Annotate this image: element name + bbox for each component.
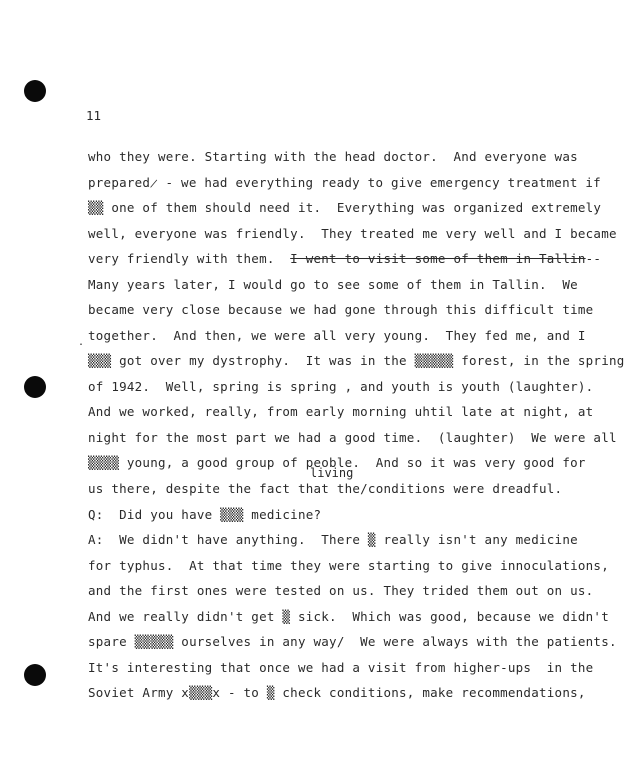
text-line: Many years later, I would go to see some of them in Tallin. We [88, 277, 578, 292]
text-line-start: very friendly with them. [88, 251, 291, 266]
text-line: for typhus. At that time they were starting to give innoculations, [88, 558, 609, 573]
punch-hole-middle [24, 376, 46, 398]
text-line: ▒▒▒▒ young, a good group of peoble. And so it was very good for [88, 455, 586, 470]
text-line: together. And then, we were all very young. They fed me, and I [88, 328, 586, 343]
punch-hole-bottom [24, 664, 46, 686]
text-line: well, everyone was friendly. They treated me very well and I became [88, 226, 617, 241]
text-line: us there, despite the fact that the/conditions were dreadful. [88, 481, 563, 496]
text-line: It's interesting that once we had a visit from higher-ups in the [88, 660, 594, 675]
text-line: and the first ones were tested on us. They trided them out on us. [88, 583, 594, 598]
text-line: of 1942. Well, spring is spring , and youth is youth (laughter). [88, 379, 594, 394]
text-line [88, 252, 601, 266]
text-line: ▒▒ one of them should need it. Everything was organized extremely [88, 200, 602, 215]
page-number: 11 [86, 108, 102, 123]
struck-text: I went to visit some of them in Tallin [290, 251, 586, 266]
text-line: Q: Did you have ▒▒▒ medicine? [88, 507, 322, 522]
text-line: who they were. Starting with the head doctor. And everyone was [88, 149, 578, 164]
punch-hole-top [24, 80, 46, 102]
text-line: became very close because we had gone through this difficult time [88, 302, 594, 317]
text-line: And we worked, really, from early morning uhtil late at night, at [88, 404, 594, 419]
text-line: spare ▒▒▒▒▒ ourselves in any way/ We were always with the patients. [88, 634, 617, 649]
text-line: And we really didn't get ▒ sick. Which was good, because we didn't [88, 609, 609, 624]
struck-trailer: -- [585, 251, 602, 266]
text-line: Soviet Army x▒▒▒x - to ▒ check conditions, make recommendations, [88, 685, 586, 700]
margin-mark: . [78, 337, 85, 348]
text-line: ▒▒▒ got over my dystrophy. It was in the ▒▒▒▒▒ forest, in the spring [88, 353, 625, 368]
text-line: night for the most part we had a good time. (laughter) We were all [88, 430, 617, 445]
text-line: A: We didn't have anything. There ▒ really isn't any medicine [88, 532, 578, 547]
handwritten-insertion: living [310, 466, 354, 480]
text-line: prepared̷ - we had everything ready to give emergency treatment if [88, 175, 601, 190]
